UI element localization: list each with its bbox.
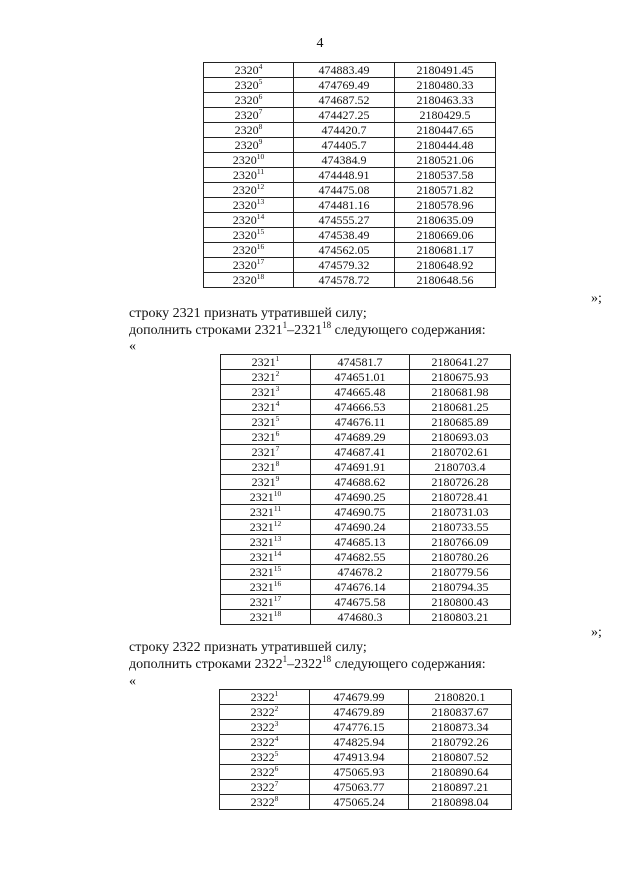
table-row <box>221 550 511 565</box>
point-number: 2320 <box>234 138 259 152</box>
opening-quote: « <box>129 339 136 354</box>
table-row <box>221 400 511 415</box>
table-row <box>204 123 496 138</box>
table-row <box>204 108 496 123</box>
table-row <box>221 565 511 580</box>
point-index: 17 <box>256 257 265 266</box>
point-number: 2322 <box>250 765 275 779</box>
x-coordinate-cell: 474682.55 <box>311 550 410 565</box>
table-row <box>220 795 512 810</box>
point-number: 2321 <box>249 610 274 624</box>
point-number: 2320 <box>232 258 257 272</box>
point-number: 2320 <box>232 273 257 287</box>
point-number: 2321 <box>251 355 276 369</box>
point-index: 8 <box>258 122 263 131</box>
point-number-cell <box>204 93 294 108</box>
point-index: 4 <box>275 399 280 408</box>
point-index: 13 <box>256 197 265 206</box>
point-number: 2321 <box>251 445 276 459</box>
point-index: 2 <box>275 369 280 378</box>
table-row <box>221 355 511 370</box>
point-index: 9 <box>258 137 263 146</box>
point-index: 17 <box>273 594 282 603</box>
y-coordinate-cell: 2180820.1 <box>409 690 512 705</box>
y-coordinate-cell: 2180803.21 <box>410 610 511 625</box>
y-coordinate-cell: 2180641.27 <box>410 355 511 370</box>
point-number: 2320 <box>234 108 259 122</box>
point-index: 13 <box>273 534 282 543</box>
table-row <box>204 63 496 78</box>
point-number-cell <box>204 213 294 228</box>
point-number-cell <box>220 690 310 705</box>
point-number: 2320 <box>234 93 259 107</box>
x-coordinate-cell: 475065.24 <box>310 795 409 810</box>
x-coordinate-cell: 474651.01 <box>311 370 410 385</box>
y-coordinate-cell: 2180491.45 <box>395 63 496 78</box>
point-index: 14 <box>256 212 265 221</box>
table-row <box>221 595 511 610</box>
point-number: 2322 <box>250 705 275 719</box>
point-number-cell <box>221 385 311 400</box>
point-number: 2320 <box>232 153 257 167</box>
point-index: 11 <box>273 504 282 513</box>
x-coordinate-cell: 474578.72 <box>294 273 395 288</box>
point-number: 2321 <box>251 400 276 414</box>
point-number: 2321 <box>251 475 276 489</box>
point-index: 6 <box>275 429 280 438</box>
x-coordinate-cell: 474448.91 <box>294 168 395 183</box>
table-row <box>221 370 511 385</box>
point-number: 2321 <box>251 460 276 474</box>
y-coordinate-cell: 2180681.98 <box>410 385 511 400</box>
table-row <box>204 213 496 228</box>
point-index: 15 <box>256 227 265 236</box>
coordinates-table-2320 <box>203 62 496 288</box>
y-coordinate-cell: 2180897.21 <box>409 780 512 795</box>
table-row <box>204 258 496 273</box>
table-row <box>220 705 512 720</box>
y-coordinate-cell: 2180444.48 <box>395 138 496 153</box>
table-row <box>221 415 511 430</box>
point-index: 18 <box>273 609 282 618</box>
y-coordinate-cell: 2180792.26 <box>409 735 512 750</box>
point-number-cell <box>221 505 311 520</box>
point-index: 1 <box>274 689 279 698</box>
point-index: 9 <box>275 474 280 483</box>
point-index: 5 <box>275 414 280 423</box>
y-coordinate-cell: 2180463.33 <box>395 93 496 108</box>
point-number-cell <box>220 780 310 795</box>
x-coordinate-cell: 474825.94 <box>310 735 409 750</box>
point-index: 3 <box>274 719 279 728</box>
y-coordinate-cell: 2180733.55 <box>410 520 511 535</box>
point-number-cell <box>204 168 294 183</box>
point-number: 2320 <box>234 63 259 77</box>
y-coordinate-cell: 2180726.28 <box>410 475 511 490</box>
y-coordinate-cell: 2180780.26 <box>410 550 511 565</box>
point-index: 14 <box>273 549 282 558</box>
table-row <box>221 580 511 595</box>
y-coordinate-cell: 2180794.35 <box>410 580 511 595</box>
x-coordinate-cell: 474883.49 <box>294 63 395 78</box>
point-number: 2321 <box>249 520 274 534</box>
y-coordinate-cell: 2180873.34 <box>409 720 512 735</box>
y-coordinate-cell: 2180728.41 <box>410 490 511 505</box>
x-coordinate-cell: 474678.2 <box>311 565 410 580</box>
x-coordinate-cell: 474688.62 <box>311 475 410 490</box>
y-coordinate-cell: 2180669.06 <box>395 228 496 243</box>
x-coordinate-cell: 474579.32 <box>294 258 395 273</box>
point-number: 2320 <box>232 168 257 182</box>
point-number: 2322 <box>250 735 275 749</box>
point-index: 10 <box>273 489 282 498</box>
point-index: 11 <box>256 167 265 176</box>
y-coordinate-cell: 2180693.03 <box>410 430 511 445</box>
point-number: 2320 <box>234 78 259 92</box>
table-row <box>204 168 496 183</box>
table-row <box>221 385 511 400</box>
x-coordinate-cell: 474689.29 <box>311 430 410 445</box>
point-number-cell <box>221 610 311 625</box>
point-number-cell <box>220 795 310 810</box>
point-number-cell <box>204 183 294 198</box>
table-row <box>204 243 496 258</box>
point-number-cell <box>204 78 294 93</box>
point-index: 2 <box>274 704 279 713</box>
x-coordinate-cell: 474427.25 <box>294 108 395 123</box>
y-coordinate-cell: 2180681.25 <box>410 400 511 415</box>
point-number-cell <box>221 565 311 580</box>
point-number: 2322 <box>250 720 275 734</box>
x-coordinate-cell: 474538.49 <box>294 228 395 243</box>
y-coordinate-cell: 2180681.17 <box>395 243 496 258</box>
point-number: 2321 <box>251 415 276 429</box>
point-number: 2321 <box>249 595 274 609</box>
point-number-cell <box>220 720 310 735</box>
point-number: 2320 <box>232 198 257 212</box>
x-coordinate-cell: 474913.94 <box>310 750 409 765</box>
x-coordinate-cell: 474690.24 <box>311 520 410 535</box>
point-index: 8 <box>275 459 280 468</box>
table-row <box>221 445 511 460</box>
x-coordinate-cell: 474680.3 <box>311 610 410 625</box>
point-number-cell <box>204 273 294 288</box>
y-coordinate-cell: 2180648.92 <box>395 258 496 273</box>
x-coordinate-cell: 474676.11 <box>311 415 410 430</box>
y-coordinate-cell: 2180731.03 <box>410 505 511 520</box>
point-number: 2321 <box>249 550 274 564</box>
y-coordinate-cell: 2180447.65 <box>395 123 496 138</box>
point-number-cell <box>204 63 294 78</box>
amendment-line-2322-add: дополнить строками 2322$^1$–2322$^{18}$ следующего содержания: <box>129 654 486 672</box>
x-coordinate-cell: 474679.89 <box>310 705 409 720</box>
x-coordinate-cell: 474562.05 <box>294 243 395 258</box>
point-number-cell <box>221 475 311 490</box>
y-coordinate-cell: 2180702.61 <box>410 445 511 460</box>
table-row <box>204 228 496 243</box>
point-number: 2321 <box>251 385 276 399</box>
y-coordinate-cell: 2180537.58 <box>395 168 496 183</box>
table-row <box>221 460 511 475</box>
y-coordinate-cell: 2180703.4 <box>410 460 511 475</box>
table-row <box>220 720 512 735</box>
x-coordinate-cell: 474475.08 <box>294 183 395 198</box>
table-row <box>221 430 511 445</box>
x-coordinate-cell: 474769.49 <box>294 78 395 93</box>
table-row <box>204 153 496 168</box>
point-number: 2320 <box>232 243 257 257</box>
x-coordinate-cell: 474687.52 <box>294 93 395 108</box>
point-index: 12 <box>256 182 265 191</box>
point-number-cell <box>220 750 310 765</box>
table-row <box>204 78 496 93</box>
point-index: 12 <box>273 519 282 528</box>
point-number-cell <box>221 535 311 550</box>
point-number-cell <box>220 735 310 750</box>
amendment-line-2321-remove: строку 2321 признать утратившей силу; <box>129 306 367 321</box>
point-index: 4 <box>274 734 279 743</box>
point-index: 6 <box>274 764 279 773</box>
point-number: 2321 <box>249 490 274 504</box>
table-row <box>220 735 512 750</box>
table-row <box>220 780 512 795</box>
table-row <box>204 93 496 108</box>
point-index: 16 <box>273 579 282 588</box>
table-row <box>220 765 512 780</box>
x-coordinate-cell: 474679.99 <box>310 690 409 705</box>
y-coordinate-cell: 2180807.52 <box>409 750 512 765</box>
point-number: 2320 <box>232 213 257 227</box>
x-coordinate-cell: 474665.48 <box>311 385 410 400</box>
x-coordinate-cell: 474685.13 <box>311 535 410 550</box>
opening-quote: « <box>129 674 136 689</box>
y-coordinate-cell: 2180571.82 <box>395 183 496 198</box>
point-number-cell <box>204 153 294 168</box>
amendment-line-2321-add: дополнить строками 2321$^1$–2321$^{18}$ следующего содержания: <box>129 320 486 338</box>
x-coordinate-cell: 474405.7 <box>294 138 395 153</box>
y-coordinate-cell: 2180675.93 <box>410 370 511 385</box>
table-row <box>221 535 511 550</box>
point-index: 1 <box>275 354 280 363</box>
y-coordinate-cell: 2180521.06 <box>395 153 496 168</box>
point-number-cell <box>221 520 311 535</box>
coordinates-table-2321 <box>220 354 511 625</box>
point-number: 2320 <box>232 183 257 197</box>
y-coordinate-cell: 2180898.04 <box>409 795 512 810</box>
point-number-cell <box>204 108 294 123</box>
x-coordinate-cell: 474555.27 <box>294 213 395 228</box>
x-coordinate-cell: 474384.9 <box>294 153 395 168</box>
point-number: 2322 <box>250 750 275 764</box>
point-number-cell <box>204 228 294 243</box>
x-coordinate-cell: 474676.14 <box>311 580 410 595</box>
x-coordinate-cell: 474675.58 <box>311 595 410 610</box>
point-number-cell <box>221 580 311 595</box>
table-row <box>204 183 496 198</box>
point-index: 7 <box>258 107 263 116</box>
closing-quote: »; <box>591 291 602 306</box>
y-coordinate-cell: 2180429.5 <box>395 108 496 123</box>
point-number-cell <box>221 460 311 475</box>
point-number: 2320 <box>232 228 257 242</box>
point-number-cell <box>221 595 311 610</box>
point-index: 15 <box>273 564 282 573</box>
point-index: 10 <box>256 152 265 161</box>
x-coordinate-cell: 475065.93 <box>310 765 409 780</box>
y-coordinate-cell: 2180766.09 <box>410 535 511 550</box>
x-coordinate-cell: 475063.77 <box>310 780 409 795</box>
point-number-cell <box>220 705 310 720</box>
table-row <box>221 475 511 490</box>
point-number: 2321 <box>251 430 276 444</box>
point-number-cell <box>204 198 294 213</box>
point-number-cell <box>221 370 311 385</box>
x-coordinate-cell: 474690.75 <box>311 505 410 520</box>
point-number-cell <box>221 445 311 460</box>
x-coordinate-cell: 474581.7 <box>311 355 410 370</box>
point-number-cell <box>204 258 294 273</box>
point-number-cell <box>221 430 311 445</box>
y-coordinate-cell: 2180578.96 <box>395 198 496 213</box>
point-number: 2322 <box>250 795 275 809</box>
y-coordinate-cell: 2180890.64 <box>409 765 512 780</box>
x-coordinate-cell: 474420.7 <box>294 123 395 138</box>
point-number: 2321 <box>251 370 276 384</box>
point-number-cell <box>220 765 310 780</box>
point-number: 2321 <box>249 535 274 549</box>
point-index: 4 <box>258 62 263 71</box>
point-number: 2321 <box>249 565 274 579</box>
point-number: 2322 <box>250 780 275 794</box>
point-number: 2321 <box>249 580 274 594</box>
point-index: 16 <box>256 242 265 251</box>
table-row <box>220 750 512 765</box>
point-number: 2322 <box>250 690 275 704</box>
table-row <box>204 138 496 153</box>
point-number-cell <box>204 123 294 138</box>
point-number-cell <box>204 243 294 258</box>
table-row <box>204 273 496 288</box>
point-number: 2320 <box>234 123 259 137</box>
y-coordinate-cell: 2180635.09 <box>395 213 496 228</box>
x-coordinate-cell: 474666.53 <box>311 400 410 415</box>
x-coordinate-cell: 474687.41 <box>311 445 410 460</box>
point-number: 2321 <box>249 505 274 519</box>
page-number: 4 <box>316 36 324 51</box>
y-coordinate-cell: 2180685.89 <box>410 415 511 430</box>
point-number-cell <box>204 138 294 153</box>
point-index: 6 <box>258 92 263 101</box>
point-index: 5 <box>274 749 279 758</box>
table-row <box>221 490 511 505</box>
x-coordinate-cell: 474481.16 <box>294 198 395 213</box>
closing-quote: »; <box>591 625 602 640</box>
y-coordinate-cell: 2180800.43 <box>410 595 511 610</box>
table-row <box>204 198 496 213</box>
table-row <box>221 520 511 535</box>
coordinates-table-2322 <box>219 689 512 810</box>
y-coordinate-cell: 2180648.56 <box>395 273 496 288</box>
y-coordinate-cell: 2180779.56 <box>410 565 511 580</box>
amendment-line-2322-remove: строку 2322 признать утратившей силу; <box>129 640 367 655</box>
point-number-cell <box>221 355 311 370</box>
point-index: 7 <box>274 779 279 788</box>
point-index: 7 <box>275 444 280 453</box>
table-row <box>221 505 511 520</box>
point-index: 8 <box>274 794 279 803</box>
y-coordinate-cell: 2180837.67 <box>409 705 512 720</box>
y-coordinate-cell: 2180480.33 <box>395 78 496 93</box>
point-index: 3 <box>275 384 280 393</box>
point-number-cell <box>221 415 311 430</box>
table-row <box>221 610 511 625</box>
point-index: 5 <box>258 77 263 86</box>
x-coordinate-cell: 474691.91 <box>311 460 410 475</box>
point-number-cell <box>221 550 311 565</box>
point-index: 18 <box>256 272 265 281</box>
x-coordinate-cell: 474690.25 <box>311 490 410 505</box>
table-row <box>220 690 512 705</box>
point-number-cell <box>221 490 311 505</box>
x-coordinate-cell: 474776.15 <box>310 720 409 735</box>
point-number-cell <box>221 400 311 415</box>
